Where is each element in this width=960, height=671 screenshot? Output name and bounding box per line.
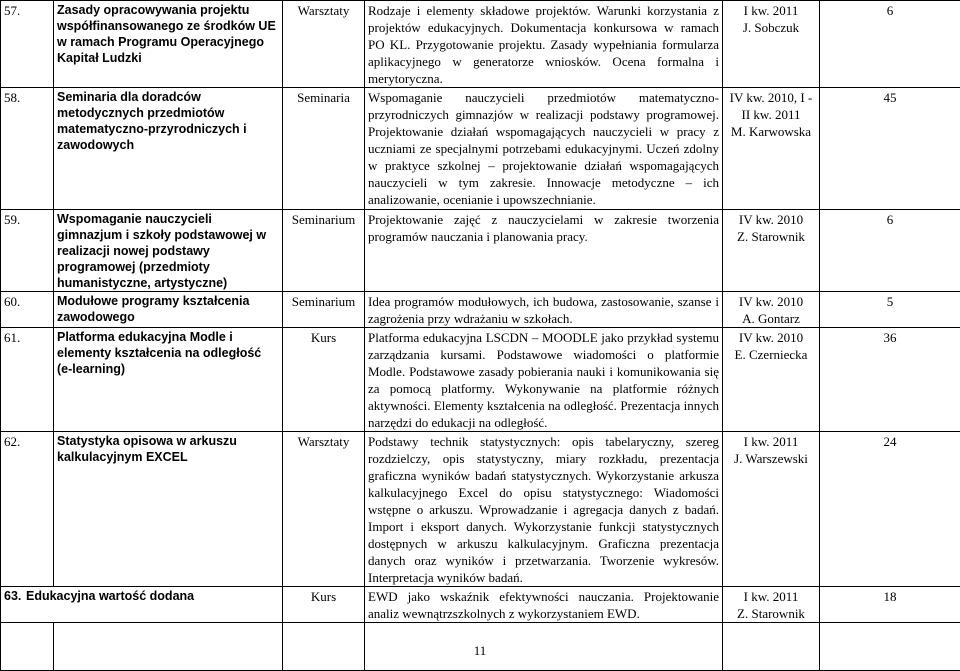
table-row <box>1 328 960 432</box>
form-type: Warsztaty <box>283 432 365 587</box>
topic-description: EWD jako wskaźnik efektywności nauczania. Projektowanie analiz wewnątrzszkolnych z wykorzystaniem EWD. <box>365 587 723 623</box>
row-number: 61. <box>1 328 54 432</box>
hours: 6 <box>820 210 960 292</box>
leader: Z. Starownik <box>737 606 805 621</box>
leader: Z. Starownik <box>737 229 805 244</box>
term-and-leader <box>723 292 820 328</box>
topic-title: Platforma edukacyjna Modle i elementy kształcenia na odległość (e-learning) <box>54 328 283 432</box>
hours: 36 <box>820 328 960 432</box>
page-number: 11 <box>0 643 960 659</box>
row-number: 60. <box>1 292 54 328</box>
table-row <box>1 587 960 623</box>
table-row <box>1 432 960 587</box>
hours: 5 <box>820 292 960 328</box>
form-type: Seminarium <box>283 210 365 292</box>
topic-description: Idea programów modułowych, ich budowa, zastosowanie, szanse i zagrożenia przy wdrażaniu w szkołach. <box>365 292 723 328</box>
topic-description: Podstawy technik statystycznych: opis tabelaryczny, szereg rozdzielczy, opis statystyczny, miary rozkładu, prezentacja graficzna wyników badań statystycznych. Wykorzystanie arkusza kalkulacyjnego Excel do opisu statystycznego: Wiadomości wstępne o arkuszu. Wprowadzanie i agregacja danych z badań. Import i eksport danych. Wykorzystanie funkcji statystycznych dostępnych w arkuszu kalkulacyjnym. Graficzna prezentacja danych oraz wyników i przetwarzania. Tworzenie wykresów. Interpretacja wyników badań. <box>365 432 723 587</box>
term-and-leader <box>723 587 820 623</box>
leader: M. Karwowska <box>731 124 811 139</box>
row-number: 63. <box>4 588 26 604</box>
table-row <box>1 88 960 210</box>
form-type: Seminarium <box>283 292 365 328</box>
row-number: 59. <box>1 210 54 292</box>
term: I kw. 2011 <box>744 3 799 18</box>
leader: E. Czerniecka <box>735 347 808 362</box>
topic-description: Platforma edukacyjna LSCDN – MOODLE jako przykład systemu zarządzania kursami. Podstawowe wiadomości o platformie Modle. Podstawowe zasady pobierania nauki i komunikowania się za pomocą platformy. Wykonywanie na platformie różnych aktywności. Elementy kształcenia na odległość. Prezentacja innych narzędzi do edukacji na odległość. <box>365 328 723 432</box>
topic-description: Rodzaje i elementy składowe projektów. Warunki korzystania z projektów edukacyjnych. Dokumentacja konkursowa w ramach PO KL. Przygotowanie projektu. Zasady wypełniania formularza aplikacyjnego w generatorze wniosków. Ocena formalna i merytoryczna. <box>365 1 723 88</box>
hours: 24 <box>820 432 960 587</box>
term: IV kw. 2010 <box>739 294 803 309</box>
hours: 18 <box>820 587 960 623</box>
term-and-leader <box>723 88 820 210</box>
leader: A. Gontarz <box>742 311 800 326</box>
topic-title: Zasady opracowywania projektu współfinansowanego ze środków UE w ramach Programu Operacyjnego Kapitał Ludzki <box>54 1 283 88</box>
term-and-leader <box>723 432 820 587</box>
form-type: Kurs <box>283 328 365 432</box>
topic-title: Edukacyjna wartość dodana <box>26 589 194 603</box>
row-number: 58. <box>1 88 54 210</box>
term: I kw. 2011 <box>744 434 799 449</box>
term-and-leader <box>723 328 820 432</box>
leader: J. Sobczuk <box>743 20 799 35</box>
topic-description: Projektowanie zajęć z nauczycielami w zakresie tworzenia programów nauczania i planowania pracy. <box>365 210 723 292</box>
term-and-leader <box>723 210 820 292</box>
topic-title: Modułowe programy kształcenia zawodowego <box>54 292 283 328</box>
term: IV kw. 2010 <box>739 330 803 345</box>
leader: J. Warszewski <box>734 451 808 466</box>
term: I kw. 2011 <box>744 589 799 604</box>
hours: 45 <box>820 88 960 210</box>
term: IV kw. 2010 <box>739 212 803 227</box>
row-number: 62. <box>1 432 54 587</box>
topic-title: Statystyka opisowa w arkuszu kalkulacyjnym EXCEL <box>54 432 283 587</box>
term-and-leader <box>723 1 820 88</box>
topic-title: Seminaria dla doradców metodycznych przedmiotów matematyczno-przyrodniczych i zawodowych <box>54 88 283 210</box>
table-row <box>1 1 960 88</box>
topic-title-cell <box>1 587 283 623</box>
form-type: Kurs <box>283 587 365 623</box>
table-row <box>1 210 960 292</box>
form-type: Warsztaty <box>283 1 365 88</box>
row-number: 57. <box>1 1 54 88</box>
topic-title: Wspomaganie nauczycieli gimnazjum i szkoły podstawowej w realizacji nowej podstawy programowej (przedmioty humanistyczne, artystyczne) <box>54 210 283 292</box>
form-type: Seminaria <box>283 88 365 210</box>
table-row <box>1 292 960 328</box>
hours: 6 <box>820 1 960 88</box>
topic-description: Wspomaganie nauczycieli przedmiotów matematyczno-przyrodniczych gimnazjów w realizacji podstawy programowej. Projektowanie działań wspomagających nauczycieli w pracy z uczniami ze specjalnymi potrzebami edukacyjnymi. Uczeń zdolny w praktyce szkolnej – projektowanie działań wspomagających nauczycieli w tym zakresie. Innowacje metodyczne – ich analizowanie, ocenianie i upowszechnianie. <box>365 88 723 210</box>
term: IV kw. 2010, I - II kw. 2011 <box>730 90 813 122</box>
